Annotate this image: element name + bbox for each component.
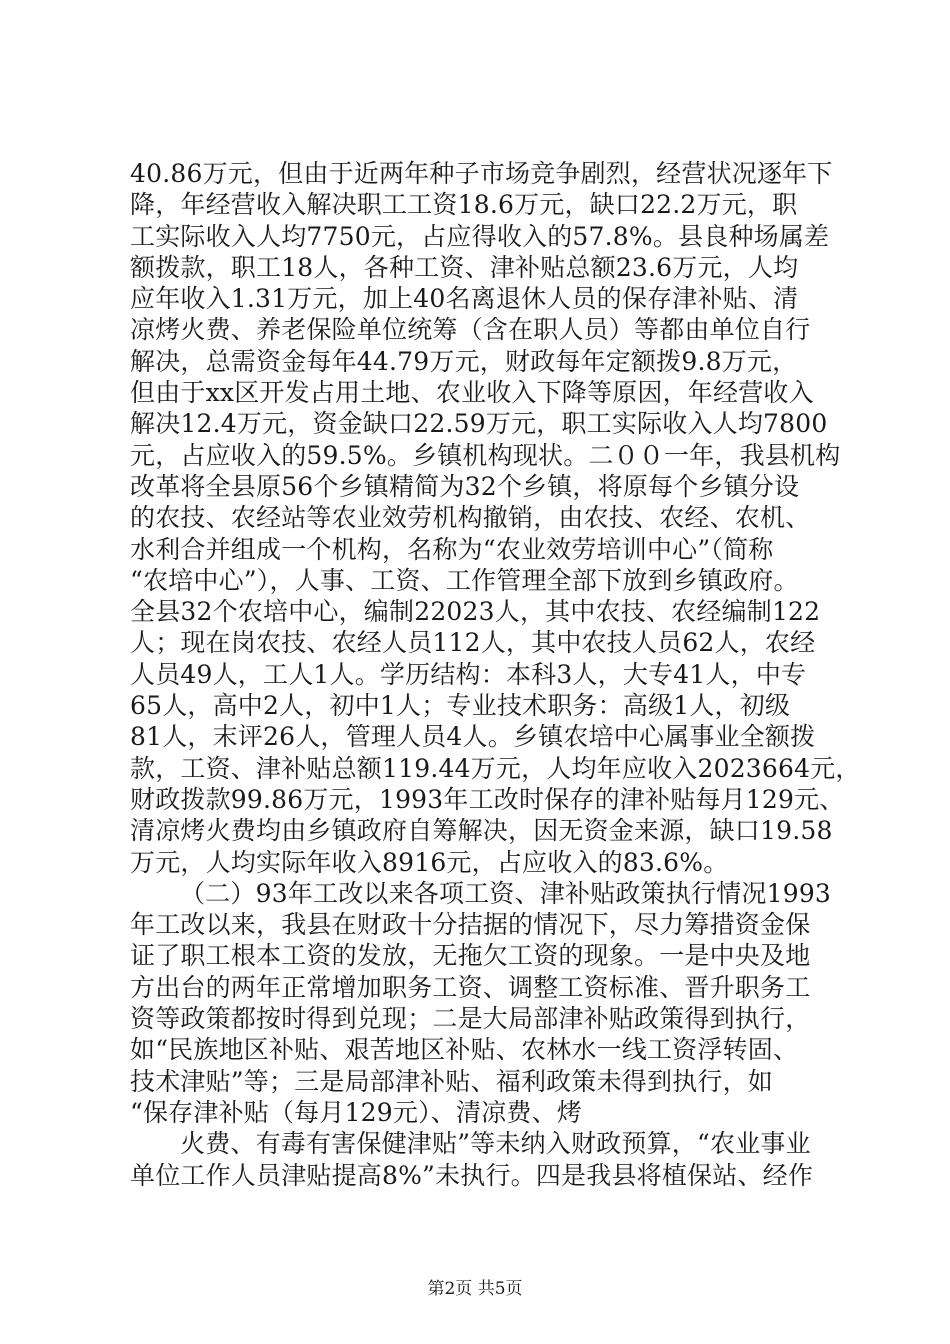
text-line: 65人，高中2人，初中1人；专业技术职务：高级1人，初级 [130, 691, 791, 721]
text-line: 技术津贴”等；三是局部津补贴、福利政策未得到执行，如 [130, 1066, 773, 1096]
text-line: 凉烤火费、养老保险单位统筹（含在职人员）等都由单位自行 [130, 315, 811, 345]
text-line: 方出台的两年正常增加职务工资、调整工资标准、晋升职务工 [130, 972, 811, 1002]
text-line: 解决12.4万元，资金缺口22.59万元，职工实际收入人均7800 [130, 409, 828, 439]
text-line: 81人，末评26人，管理人员4人。乡镇农培中心属事业全额拨 [130, 722, 816, 752]
page-number-label: 第2页 共5页 [427, 1279, 523, 1299]
text-line: 资等政策都按时得到兑现；二是大局部津补贴政策得到执行， [130, 1004, 811, 1034]
text-line: 证了职工根本工资的发放，无拖欠工资的现象。一是中央及地 [130, 941, 811, 971]
text-line: 元，占应收入的59.5%。乡镇机构现状。二００一年，我县机构 [130, 440, 841, 470]
text-line: 降，年经营收入解决职工工资18.6万元，缺口22.2万元，职 [130, 190, 798, 220]
page-footer [0, 1274, 950, 1299]
text-line: “农培中心”），人事、工资、工作管理全部下放到乡镇政府。 [130, 565, 799, 595]
text-line: 改革将全县原56个乡镇精简为32个乡镇，将原每个乡镇分设 [130, 471, 800, 501]
text-line: 清凉烤火费均由乡镇政府自筹解决，因无资金来源，缺口19.58 [130, 816, 833, 846]
text-line: 如“民族地区补贴、艰苦地区补贴、农林水一线工资浮转固、 [130, 1035, 799, 1065]
text-line: 年工改以来，我县在财政十分拮据的情况下，尽力筹措资金保 [130, 910, 811, 940]
text-line: 额拨款，职工18人，各种工资、津补贴总额23.6万元，人均 [130, 252, 799, 282]
text-line: 全县32个农培中心，编制22023人，其中农技、农经编制122 [130, 597, 821, 627]
paragraph-start-line: 火费、有毒有害保健津贴”等未纳入财政预算，“农业事业 [180, 1129, 811, 1159]
paragraph-start-line: （二）93年工改以来各项工资、津补贴政策执行情况1993 [180, 878, 832, 908]
text-line: 人员49人，工人1人。学历结构：本科3人，大专41人，中专 [130, 659, 807, 689]
text-line: “保存津补贴（每月129元）、清凉费、烤 [130, 1097, 582, 1127]
text-line: 但由于xx区开发占用土地、农业收入下降等原因，年经营收入 [130, 378, 814, 408]
text-line: 解决，总需资金每年44.79万元，财政每年定额拨9.8万元， [130, 346, 798, 376]
text-line: 的农技、农经站等农业效劳机构撤销，由农技、农经、农机、 [130, 503, 811, 533]
text-line: 万元，人均实际年收入8916元，占应收入的83.6%。 [130, 847, 729, 877]
body-text [130, 158, 861, 1191]
text-line: 款，工资、津补贴总额119.44万元，人均年应收入2023664元， [130, 753, 861, 783]
text-line: 40.86万元，但由于近两年种子市场竞争剧烈，经营状况逐年下 [130, 159, 833, 188]
text-line: 水利合并组成一个机构，名称为“农业效劳培训中心”（简称 [130, 534, 774, 564]
text-line: 财政拨款99.86万元，1993年工改时保存的津补贴每月129元、 [130, 784, 845, 814]
text-line: 人；现在岗农技、农经人员112人，其中农技人员62人，农经 [130, 628, 816, 658]
text-line: 单位工作人员津贴提高8%”未执行。四是我县将植保站、经作 [130, 1160, 814, 1190]
text-line: 应年收入1.31万元，加上40名离退休人员的保存津补贴、清 [130, 284, 799, 314]
text-line: 工实际收入人均7750元，占应得收入的57.8%。县良种场属差 [130, 221, 830, 251]
